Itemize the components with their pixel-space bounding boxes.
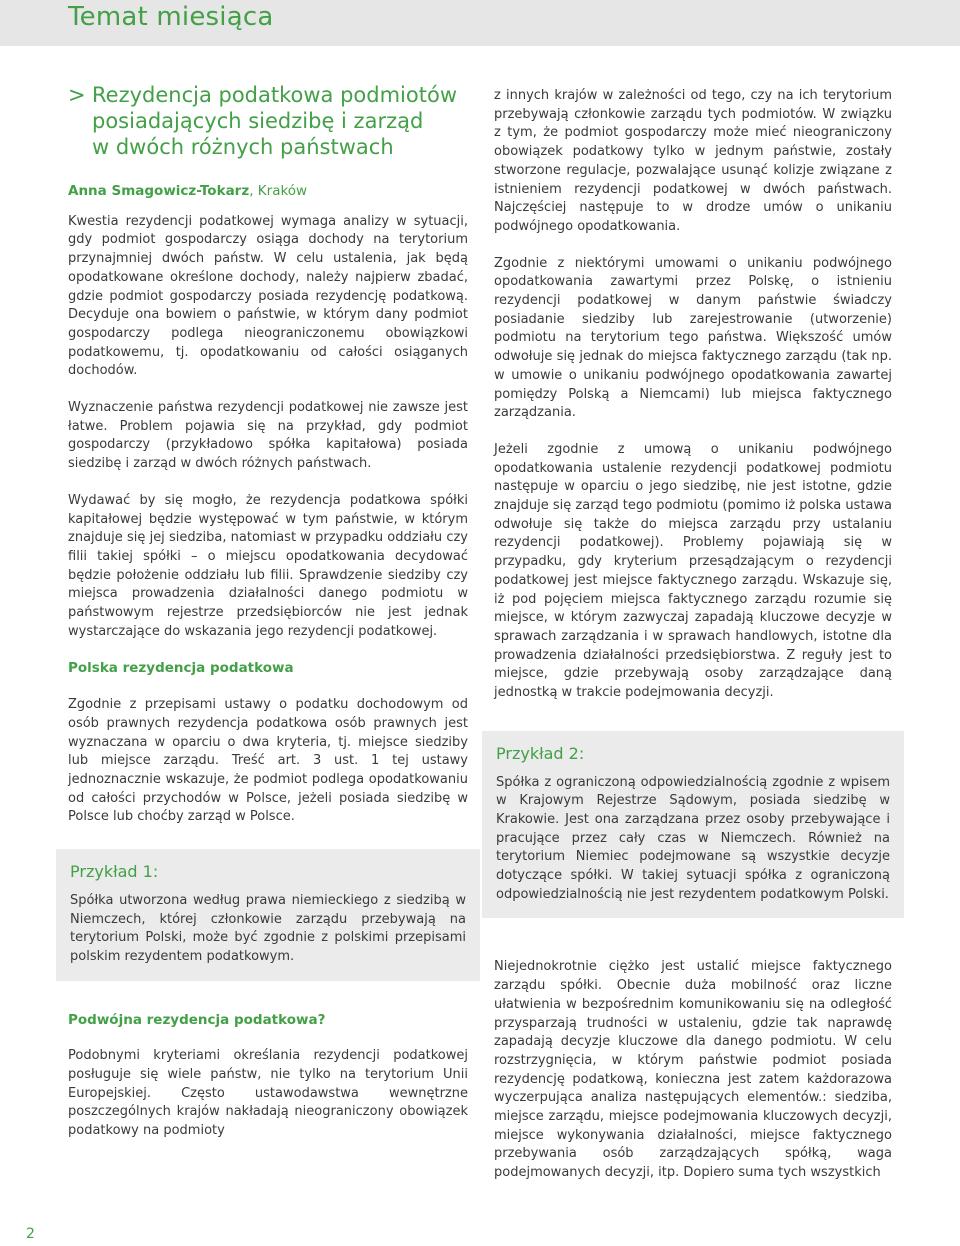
chevron-right-icon: > bbox=[68, 83, 86, 107]
body-paragraph: Jeżeli zgodnie z umową o unikaniu podwójnego opodatkowania ustalenie rezydencji podatkowej podmiotu następuje w oparciu o jego siedzibę, nie jest istotne, gdzie znajduje się zarząd tego podmiotu (pomimo iż polska ustawa odwołuje się także do miejsca zarządu przy ustalaniu rezydencji podatkowej). Problemy pojawiają się w przypadku, gdy kryterium przesądzającym o rezydencji podatkowej jest miejsce faktycznego zarządu. Wskazuje się, iż pod pojęciem miejsca faktycznego zarządu rozumie się miejsce, w którym zazwyczaj zapadają kluczowe decyzje w sprawach zarządzania i w sprawach handlowych, istotne dla prowadzenia działalności przedsiębiorstwa. Z reguły jest to miejsce, gdzie przebywają osoby zarządzające daną jednostką w trakcie podejmowania decyzji. bbox=[494, 441, 892, 701]
body-paragraph: Zgodnie z przepisami ustawy o podatku dochodowym od osób prawnych rezydencja podatkowa osób prawnych jest wyznaczana w oparciu o dwa kryteria, tj. miejsce siedziby lub miejsce zarządu. Treść art. 3 ust. 1 tej ustawy jednoznacznie wskazuje, że podmiot podlega opodatkowaniu od całości przychodów w Polsce, jeżeli posiada siedzibę w Polsce lub choćby zarząd w Polsce. bbox=[68, 697, 468, 825]
title-line: posiadających siedzibę i zarząd bbox=[92, 109, 424, 133]
body-paragraph: Wyznaczenie państwa rezydencji podatkowej nie zawsze jest łatwe. Problem pojawia się na przykład, gdy podmiot gospodarczy (przykładowo spółka kapitałowa) posiada siedzibę i zarząd w dwóch różnych państwach. bbox=[68, 400, 468, 472]
example-box bbox=[482, 731, 904, 919]
section-heading: Polska rezydencja podatkowa bbox=[68, 660, 294, 677]
title-line: w dwóch różnych państwach bbox=[92, 135, 394, 159]
body-paragraph: z innych krajów w zależności od tego, czy na ich terytorium przebywają członkowie zarządu tych podmiotów. W związku z tym, że podmiot gospodarczy może mieć nieograniczony obowiązek podatkowy tylko w jednym państwie, zostały stworzone regulacje, pozwalające usunąć kolizje związane z istnieniem rezydencji podatkowej w dwóch państwach. Najczęściej następuje to w drodze umów o unikaniu podwójnego opodatkowania. bbox=[494, 88, 892, 234]
example-text: Spółka utworzona według prawa niemieckiego z siedzibą w Niemczech, której członkowie zarządu przebywają na terytorium Polski, może być zgodnie z polskimi przepisami polskim rezydentem podatkowym. bbox=[70, 892, 466, 964]
right-column bbox=[494, 87, 892, 1201]
lead-paragraph: Kwestia rezydencji podatkowej wymaga analizy w sytuacji, gdy podmiot gospodarczy osiąga dochody na terytorium przynajmniej dwóch państw. W celu ustalenia, jak będą opodatkowane określone dochody, należy najpierw zbadać, gdzie podmiot gospodarczy posiada rezydencję podatkową. Decyduje ona bowiem o państwie, w którym dany podmiot gospodarczy podlega nieograniczonemu obowiązkowi podatkowemu, tj. opodatkowaniu od całości osiąganych dochodów. bbox=[68, 213, 468, 379]
body-paragraph: Niejednokrotnie ciężko jest ustalić miejsce faktycznego zarządu spółki. Obecnie duża mobilność oraz liczne ułatwienia w bezpośrednim komunikowaniu się na odległość przysparzają trudności w ustaleniu, gdzie tak naprawdę zapadają decyzje kluczowe dla danego podmiotu. W celu rozstrzygnięcia, w którym państwie podmiot posiada rezydencję podatkową, konieczna jest zatem każdorazowa wyczerpująca analiza następujących elementów.: siedziba, miejsce zarządu, miejsce podejmowania kluczowych decyzji, miejsce wykonywania działalności, miejsce faktycznego przebywania osób zarządzających spółką, waga podejmowanych decyzji, itp. Dopiero suma tych wszystkich bbox=[494, 959, 892, 1181]
example-title: Przykład 1: bbox=[70, 862, 159, 882]
author-byline bbox=[68, 182, 468, 201]
example-text: Spółka z ograniczoną odpowiedzialnością zgodnie z wpisem w Krajowym Rejestrze Sądowym, posiada siedzibę w Krakowie. Jest ona zarządzana przez osoby przebywające i pracujące przez cały czas w Niemczech. Również na terytorium Niemiec podejmowane są wszystkie decyzje dotyczące spółki. W takiej sytuacji spółka z ograniczoną odpowiedzialnością nie jest rezydentem podatkowym Polski. bbox=[496, 774, 890, 902]
author-city: , Kraków bbox=[249, 183, 308, 199]
body-paragraph: Podobnymi kryteriami określania rezydencji podatkowej posługuje się wiele państw, nie tylko na terytorium Unii Europejskiej. Często ustawodawstwa wewnętrzne poszczególnych krajów nakładają nieograniczony obowiązek podatkowy na podmioty bbox=[68, 1048, 468, 1139]
section-title: Temat miesiąca bbox=[68, 2, 274, 32]
left-column bbox=[68, 82, 468, 1159]
example-box bbox=[56, 849, 480, 981]
header-bar bbox=[0, 0, 960, 46]
example-title: Przykład 2: bbox=[496, 743, 585, 763]
author-name: Anna Smagowicz-Tokarz bbox=[68, 183, 250, 199]
page-number: 2 bbox=[26, 1226, 35, 1242]
section-heading: Podwójna rezydencja podatkowa? bbox=[68, 1011, 326, 1028]
title-line: Rezydencja podatkowa podmiotów bbox=[92, 83, 457, 107]
article-title bbox=[68, 82, 468, 160]
body-paragraph: Wydawać by się mogło, że rezydencja podatkowa spółki kapitałowej będzie występować w tym państwie, w którym znajduje się jej siedziba, natomiast w przypadku oddziału czy filii takiej spółki – o miejscu opodatkowania decydować będzie położenie oddziału lub filii. Sprawdzenie siedziby czy miejsca prowadzenia działalności danego podmiotu w państwowym rejestrze przedsiębiorców nie jest jednak wystarczające do wskazania jego rezydencji podatkowej. bbox=[68, 492, 468, 639]
body-paragraph: Zgodnie z niektórymi umowami o unikaniu podwójnego opodatkowania zawartymi przez Polskę, o istnieniu rezydencji podatkowej w danym państwie świadczy posiadanie siedziby lub zarejestrowanie (utworzenie) podmiotu na terytorium tego państwa. Większość umów odwołuje się jednak do miejsca faktycznego zarządu (tak np. w umowie o unikaniu podwójnego opodatkowania zawartej pomiędzy Polską a Niemcami) lub miejsca faktycznego zarządzania. bbox=[494, 255, 892, 421]
